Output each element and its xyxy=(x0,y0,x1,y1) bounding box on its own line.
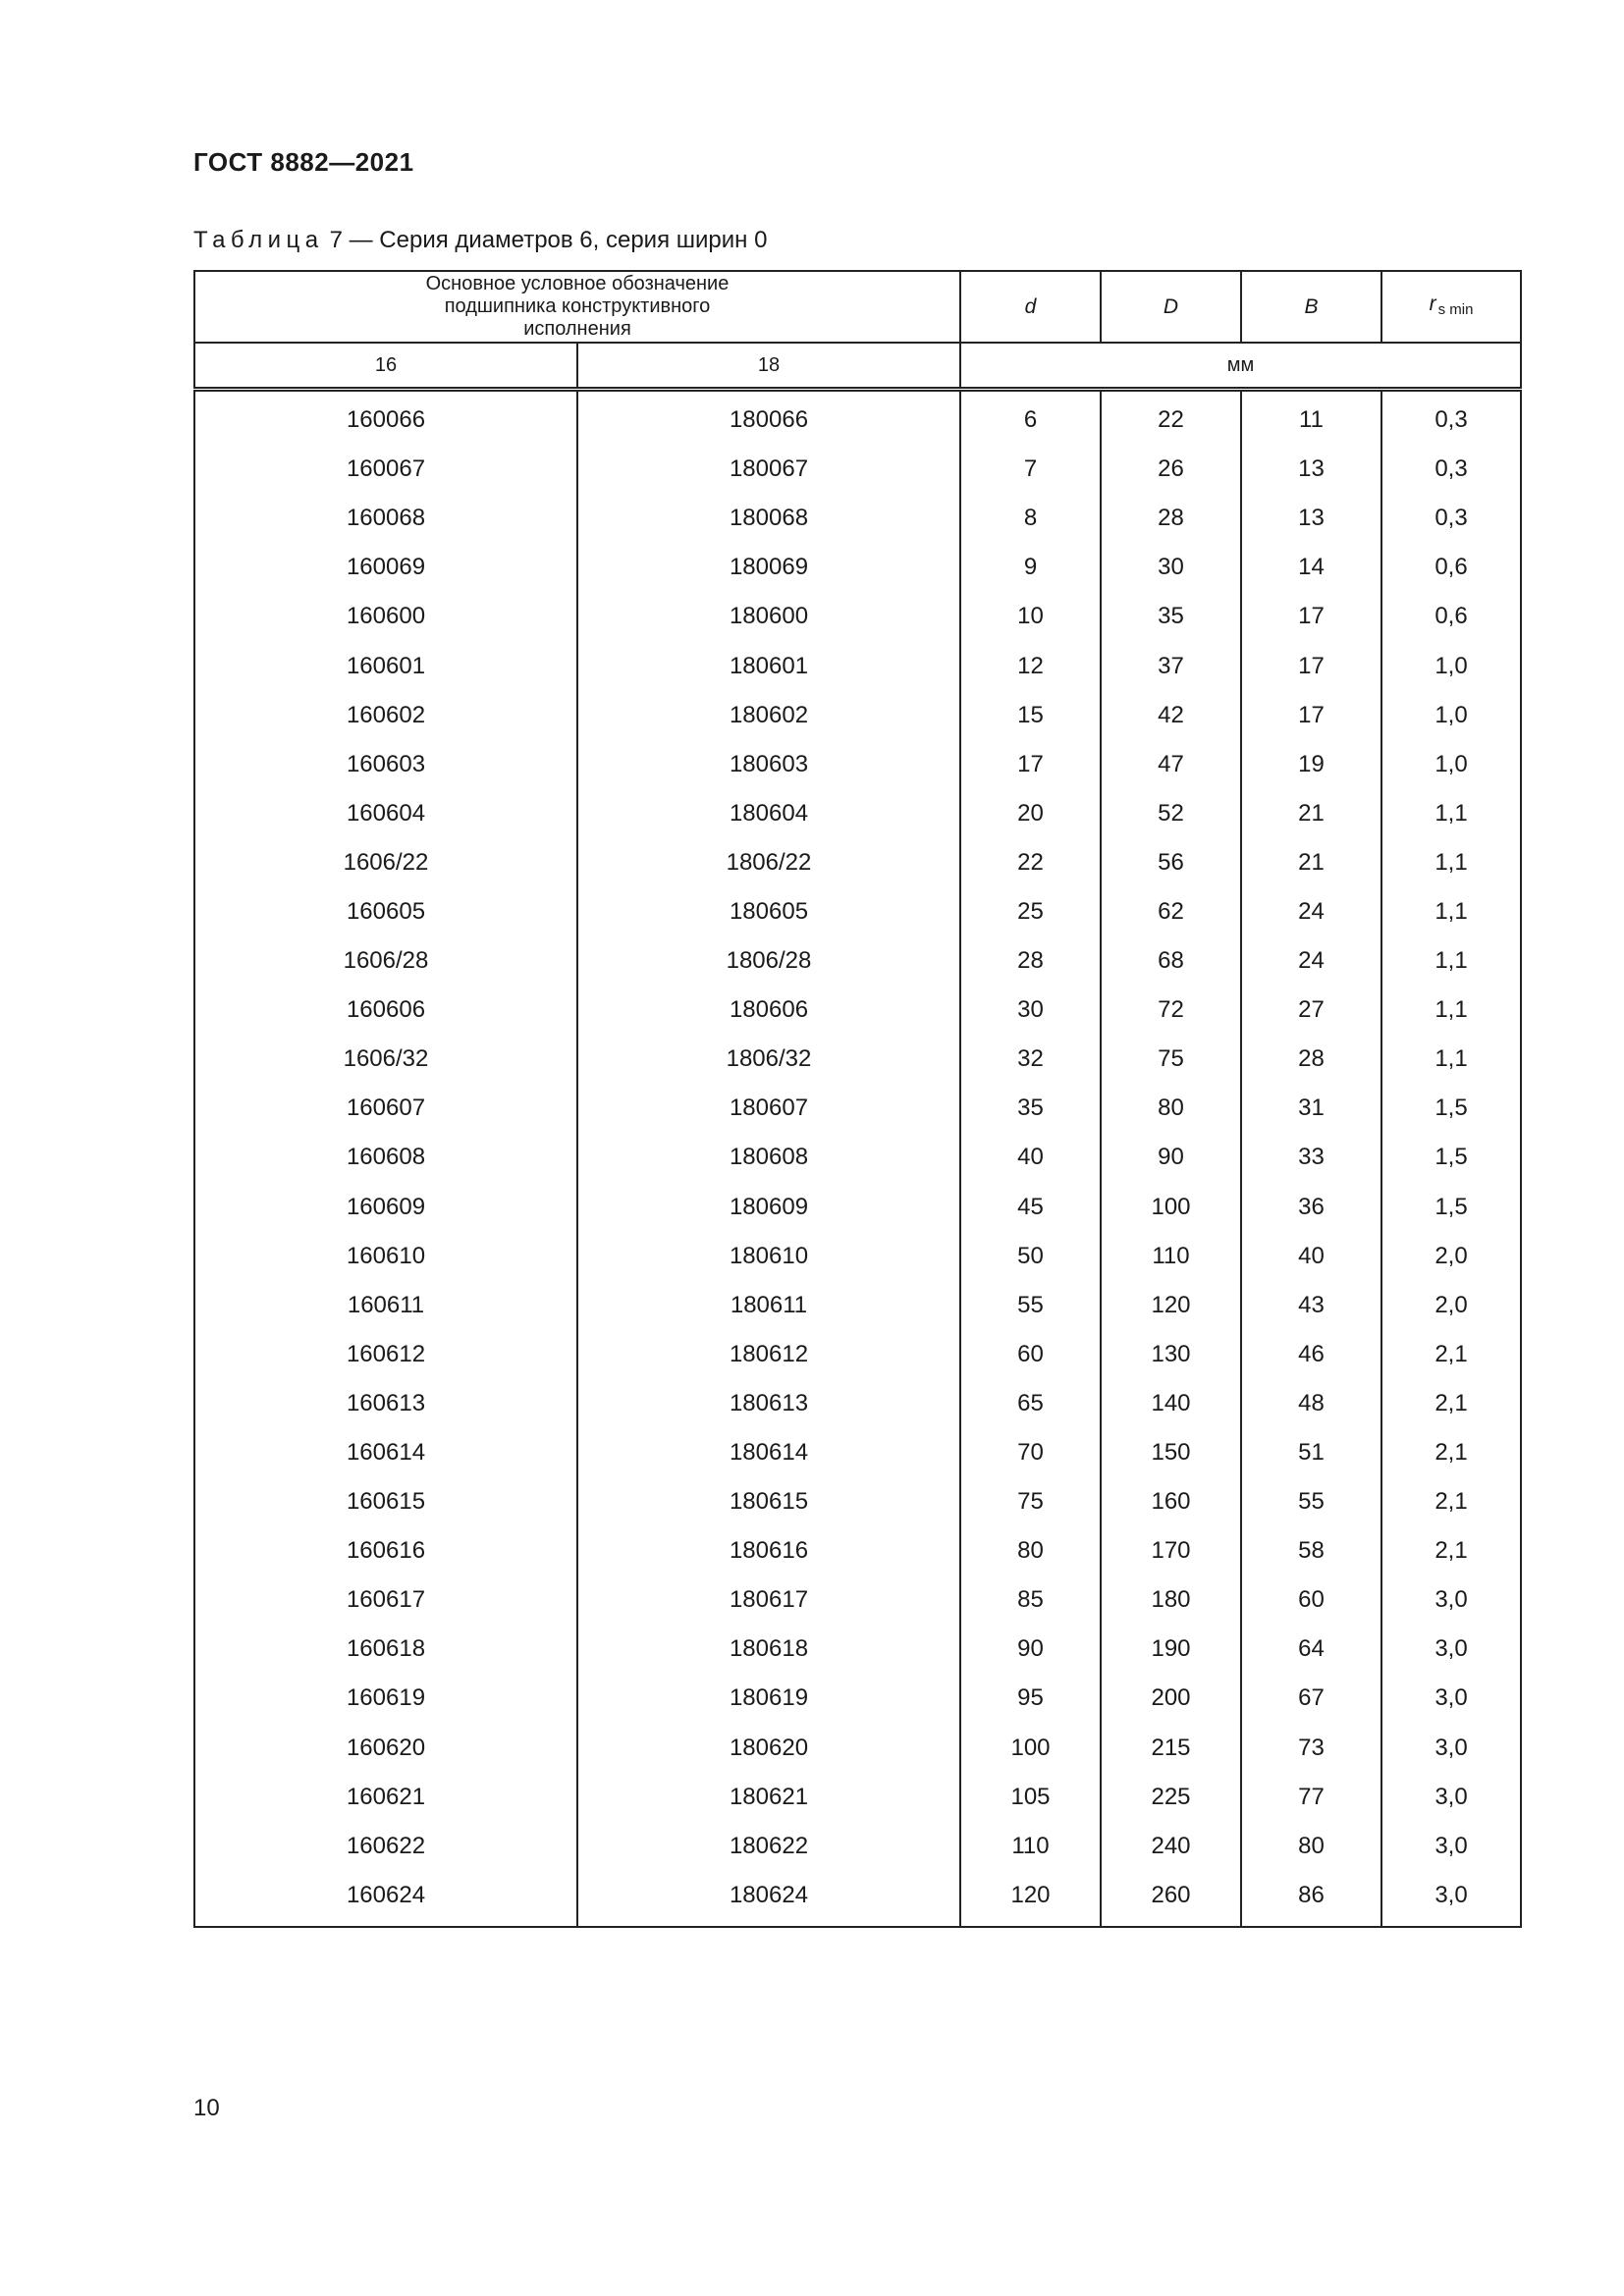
designation-16-cell: 160609 xyxy=(194,1183,577,1232)
B-cell: 11 xyxy=(1241,390,1381,446)
rs-min-cell: 1,1 xyxy=(1381,986,1521,1035)
table-row xyxy=(194,445,1521,494)
D-cell: 42 xyxy=(1101,691,1241,740)
D-cell: 56 xyxy=(1101,838,1241,887)
D-cell: 80 xyxy=(1101,1084,1241,1133)
designation-16-cell: 160616 xyxy=(194,1526,577,1575)
designation-16-cell: 160613 xyxy=(194,1379,577,1428)
designation-18-cell: 180607 xyxy=(577,1084,960,1133)
table-row xyxy=(194,936,1521,986)
table-row xyxy=(194,1281,1521,1330)
D-cell: 22 xyxy=(1101,390,1241,446)
table-caption-label: Таблица xyxy=(193,227,324,253)
B-cell: 14 xyxy=(1241,543,1381,592)
D-cell: 110 xyxy=(1101,1232,1241,1281)
designation-16-cell: 160621 xyxy=(194,1773,577,1822)
designation-18-cell: 180622 xyxy=(577,1822,960,1871)
designation-18-cell: 180609 xyxy=(577,1183,960,1232)
d-cell: 85 xyxy=(960,1575,1101,1625)
d-cell: 22 xyxy=(960,838,1101,887)
designation-16-cell: 160605 xyxy=(194,887,577,936)
designation-16-cell: 160614 xyxy=(194,1428,577,1477)
B-cell: 64 xyxy=(1241,1625,1381,1674)
designation-18-cell: 1806/22 xyxy=(577,838,960,887)
d-cell: 20 xyxy=(960,789,1101,838)
table-row xyxy=(194,641,1521,690)
B-cell: 24 xyxy=(1241,936,1381,986)
table-row xyxy=(194,887,1521,936)
chamfer-symbol: r xyxy=(1429,293,1436,315)
table-row xyxy=(194,1477,1521,1526)
rs-min-cell: 1,5 xyxy=(1381,1183,1521,1232)
B-cell: 80 xyxy=(1241,1822,1381,1871)
rs-min-cell: 3,0 xyxy=(1381,1625,1521,1674)
table-row xyxy=(194,1232,1521,1281)
table-row xyxy=(194,986,1521,1035)
d-cell: 95 xyxy=(960,1674,1101,1723)
designation-18-cell: 180616 xyxy=(577,1526,960,1575)
table-row xyxy=(194,1674,1521,1723)
D-cell: 100 xyxy=(1101,1183,1241,1232)
designation-18-cell: 180066 xyxy=(577,390,960,446)
table-row xyxy=(194,1035,1521,1084)
design-16-header: 16 xyxy=(194,343,577,390)
table-subheader-row xyxy=(194,343,1521,390)
rs-min-cell: 0,3 xyxy=(1381,445,1521,494)
d-cell: 8 xyxy=(960,494,1101,543)
d-cell: 55 xyxy=(960,1281,1101,1330)
designation-18-cell: 180621 xyxy=(577,1773,960,1822)
d-cell: 40 xyxy=(960,1133,1101,1182)
designation-18-cell: 1806/28 xyxy=(577,936,960,986)
rs-min-cell: 3,0 xyxy=(1381,1724,1521,1773)
designation-18-cell: 180610 xyxy=(577,1232,960,1281)
designation-18-cell: 180620 xyxy=(577,1724,960,1773)
designation-18-cell: 180611 xyxy=(577,1281,960,1330)
d-cell: 65 xyxy=(960,1379,1101,1428)
B-cell: 21 xyxy=(1241,789,1381,838)
d-cell: 90 xyxy=(960,1625,1101,1674)
B-cell: 43 xyxy=(1241,1281,1381,1330)
designation-16-cell: 160604 xyxy=(194,789,577,838)
designation-header xyxy=(194,271,960,343)
designation-16-cell: 160067 xyxy=(194,445,577,494)
designation-16-cell: 160069 xyxy=(194,543,577,592)
table-row xyxy=(194,1428,1521,1477)
designation-16-cell: 160617 xyxy=(194,1575,577,1625)
table-row xyxy=(194,390,1521,446)
designation-18-cell: 180617 xyxy=(577,1575,960,1625)
rs-min-cell: 1,1 xyxy=(1381,789,1521,838)
table-row xyxy=(194,740,1521,789)
rs-min-cell: 1,1 xyxy=(1381,936,1521,986)
designation-16-cell: 160601 xyxy=(194,641,577,690)
B-cell: 67 xyxy=(1241,1674,1381,1723)
designation-18-cell: 180600 xyxy=(577,592,960,641)
rs-min-cell: 3,0 xyxy=(1381,1871,1521,1927)
designation-16-cell: 160600 xyxy=(194,592,577,641)
rs-min-cell: 2,1 xyxy=(1381,1428,1521,1477)
D-cell: 190 xyxy=(1101,1625,1241,1674)
designation-18-cell: 180601 xyxy=(577,641,960,690)
D-cell: 37 xyxy=(1101,641,1241,690)
rs-min-cell: 3,0 xyxy=(1381,1575,1521,1625)
rs-min-cell: 3,0 xyxy=(1381,1773,1521,1822)
D-cell: 68 xyxy=(1101,936,1241,986)
table-row xyxy=(194,1133,1521,1182)
d-cell: 6 xyxy=(960,390,1101,446)
D-cell: 120 xyxy=(1101,1281,1241,1330)
designation-18-cell: 180605 xyxy=(577,887,960,936)
table-row xyxy=(194,1625,1521,1674)
table-row xyxy=(194,789,1521,838)
d-cell: 25 xyxy=(960,887,1101,936)
designation-18-cell: 180069 xyxy=(577,543,960,592)
table-row xyxy=(194,691,1521,740)
D-cell: 130 xyxy=(1101,1330,1241,1379)
chamfer-header xyxy=(1381,271,1521,343)
d-cell: 28 xyxy=(960,936,1101,986)
rs-min-cell: 0,3 xyxy=(1381,390,1521,446)
D-cell: 35 xyxy=(1101,592,1241,641)
designation-16-cell: 1606/28 xyxy=(194,936,577,986)
B-cell: 55 xyxy=(1241,1477,1381,1526)
designation-16-cell: 160619 xyxy=(194,1674,577,1723)
B-cell: 17 xyxy=(1241,691,1381,740)
designation-16-cell: 160606 xyxy=(194,986,577,1035)
D-cell: 260 xyxy=(1101,1871,1241,1927)
d-cell: 32 xyxy=(960,1035,1101,1084)
table-caption-text: 7 — Серия диаметров 6, серия ширин 0 xyxy=(329,227,768,253)
d-cell: 75 xyxy=(960,1477,1101,1526)
rs-min-cell: 1,0 xyxy=(1381,740,1521,789)
B-cell: 13 xyxy=(1241,494,1381,543)
document-header: ГОСТ 8882—2021 xyxy=(193,147,414,177)
d-cell: 30 xyxy=(960,986,1101,1035)
rs-min-cell: 0,3 xyxy=(1381,494,1521,543)
B-cell: 19 xyxy=(1241,740,1381,789)
d-cell: 35 xyxy=(960,1084,1101,1133)
D-cell: 26 xyxy=(1101,445,1241,494)
designation-18-cell: 180603 xyxy=(577,740,960,789)
D-cell: 215 xyxy=(1101,1724,1241,1773)
designation-18-cell: 180618 xyxy=(577,1625,960,1674)
B-cell: 51 xyxy=(1241,1428,1381,1477)
rs-min-cell: 0,6 xyxy=(1381,592,1521,641)
designation-16-cell: 160611 xyxy=(194,1281,577,1330)
rs-min-cell: 1,0 xyxy=(1381,641,1521,690)
D-cell: 62 xyxy=(1101,887,1241,936)
designation-18-cell: 180067 xyxy=(577,445,960,494)
D-cell: 180 xyxy=(1101,1575,1241,1625)
outer-diameter-header: D xyxy=(1101,271,1241,343)
B-cell: 28 xyxy=(1241,1035,1381,1084)
B-cell: 36 xyxy=(1241,1183,1381,1232)
D-cell: 170 xyxy=(1101,1526,1241,1575)
rs-min-cell: 1,1 xyxy=(1381,1035,1521,1084)
width-header: B xyxy=(1241,271,1381,343)
d-cell: 50 xyxy=(960,1232,1101,1281)
B-cell: 77 xyxy=(1241,1773,1381,1822)
B-cell: 33 xyxy=(1241,1133,1381,1182)
rs-min-cell: 3,0 xyxy=(1381,1674,1521,1723)
rs-min-cell: 2,1 xyxy=(1381,1379,1521,1428)
designation-18-cell: 180613 xyxy=(577,1379,960,1428)
d-cell: 10 xyxy=(960,592,1101,641)
rs-min-cell: 0,6 xyxy=(1381,543,1521,592)
D-cell: 240 xyxy=(1101,1822,1241,1871)
D-cell: 30 xyxy=(1101,543,1241,592)
B-cell: 40 xyxy=(1241,1232,1381,1281)
designation-18-cell: 180602 xyxy=(577,691,960,740)
B-cell: 13 xyxy=(1241,445,1381,494)
B-cell: 73 xyxy=(1241,1724,1381,1773)
table-row xyxy=(194,1773,1521,1822)
table-row xyxy=(194,1822,1521,1871)
d-cell: 80 xyxy=(960,1526,1101,1575)
d-cell: 110 xyxy=(960,1822,1101,1871)
designation-18-cell: 180612 xyxy=(577,1330,960,1379)
table-header-row xyxy=(194,271,1521,343)
rs-min-cell: 1,1 xyxy=(1381,838,1521,887)
D-cell: 47 xyxy=(1101,740,1241,789)
d-cell: 60 xyxy=(960,1330,1101,1379)
table-row xyxy=(194,1379,1521,1428)
D-cell: 200 xyxy=(1101,1674,1241,1723)
B-cell: 86 xyxy=(1241,1871,1381,1927)
designation-18-cell: 180606 xyxy=(577,986,960,1035)
d-cell: 70 xyxy=(960,1428,1101,1477)
table-row xyxy=(194,1526,1521,1575)
design-18-header: 18 xyxy=(577,343,960,390)
d-cell: 7 xyxy=(960,445,1101,494)
D-cell: 72 xyxy=(1101,986,1241,1035)
D-cell: 150 xyxy=(1101,1428,1241,1477)
inner-diameter-header: d xyxy=(960,271,1101,343)
table-row xyxy=(194,1724,1521,1773)
B-cell: 31 xyxy=(1241,1084,1381,1133)
designation-16-cell: 160615 xyxy=(194,1477,577,1526)
unit-header: мм xyxy=(960,343,1521,390)
rs-min-cell: 1,5 xyxy=(1381,1084,1521,1133)
D-cell: 90 xyxy=(1101,1133,1241,1182)
rs-min-cell: 1,5 xyxy=(1381,1133,1521,1182)
table-row xyxy=(194,838,1521,887)
designation-18-cell: 180068 xyxy=(577,494,960,543)
bearing-dimensions-table xyxy=(193,270,1522,1928)
D-cell: 225 xyxy=(1101,1773,1241,1822)
B-cell: 48 xyxy=(1241,1379,1381,1428)
d-cell: 105 xyxy=(960,1773,1101,1822)
rs-min-cell: 2,0 xyxy=(1381,1281,1521,1330)
rs-min-cell: 2,1 xyxy=(1381,1330,1521,1379)
d-cell: 120 xyxy=(960,1871,1101,1927)
B-cell: 17 xyxy=(1241,641,1381,690)
designation-16-cell: 160602 xyxy=(194,691,577,740)
designation-18-cell: 180619 xyxy=(577,1674,960,1723)
designation-18-cell: 180608 xyxy=(577,1133,960,1182)
D-cell: 52 xyxy=(1101,789,1241,838)
designation-16-cell: 160608 xyxy=(194,1133,577,1182)
table-row xyxy=(194,1871,1521,1927)
rs-min-cell: 1,1 xyxy=(1381,887,1521,936)
d-cell: 17 xyxy=(960,740,1101,789)
d-cell: 100 xyxy=(960,1724,1101,1773)
d-cell: 45 xyxy=(960,1183,1101,1232)
table-row xyxy=(194,494,1521,543)
designation-18-cell: 180615 xyxy=(577,1477,960,1526)
rs-min-cell: 2,1 xyxy=(1381,1477,1521,1526)
designation-16-cell: 1606/22 xyxy=(194,838,577,887)
B-cell: 46 xyxy=(1241,1330,1381,1379)
table-row xyxy=(194,1330,1521,1379)
chamfer-subscript: s min xyxy=(1437,301,1474,318)
designation-18-cell: 180604 xyxy=(577,789,960,838)
B-cell: 21 xyxy=(1241,838,1381,887)
page-number: 10 xyxy=(193,2095,220,2121)
B-cell: 24 xyxy=(1241,887,1381,936)
designation-header-text: Основное условное обозначение подшипника конструктивного исполнения xyxy=(425,273,730,340)
table-row xyxy=(194,1575,1521,1625)
designation-16-cell: 160624 xyxy=(194,1871,577,1927)
D-cell: 75 xyxy=(1101,1035,1241,1084)
rs-min-cell: 2,0 xyxy=(1381,1232,1521,1281)
designation-16-cell: 160068 xyxy=(194,494,577,543)
table-row xyxy=(194,592,1521,641)
B-cell: 58 xyxy=(1241,1526,1381,1575)
B-cell: 27 xyxy=(1241,986,1381,1035)
rs-min-cell: 1,0 xyxy=(1381,691,1521,740)
designation-16-cell: 160603 xyxy=(194,740,577,789)
designation-18-cell: 1806/32 xyxy=(577,1035,960,1084)
rs-min-cell: 2,1 xyxy=(1381,1526,1521,1575)
table-body xyxy=(194,390,1521,1927)
designation-18-cell: 180624 xyxy=(577,1871,960,1927)
designation-16-cell: 160607 xyxy=(194,1084,577,1133)
D-cell: 28 xyxy=(1101,494,1241,543)
d-cell: 15 xyxy=(960,691,1101,740)
rs-min-cell: 3,0 xyxy=(1381,1822,1521,1871)
table-row xyxy=(194,1183,1521,1232)
designation-16-cell: 160612 xyxy=(194,1330,577,1379)
B-cell: 17 xyxy=(1241,592,1381,641)
designation-16-cell: 160622 xyxy=(194,1822,577,1871)
table-row xyxy=(194,543,1521,592)
designation-16-cell: 1606/32 xyxy=(194,1035,577,1084)
designation-16-cell: 160610 xyxy=(194,1232,577,1281)
D-cell: 140 xyxy=(1101,1379,1241,1428)
d-cell: 9 xyxy=(960,543,1101,592)
D-cell: 160 xyxy=(1101,1477,1241,1526)
table-row xyxy=(194,1084,1521,1133)
designation-16-cell: 160066 xyxy=(194,390,577,446)
designation-16-cell: 160620 xyxy=(194,1724,577,1773)
table-caption xyxy=(193,227,767,254)
d-cell: 12 xyxy=(960,641,1101,690)
designation-16-cell: 160618 xyxy=(194,1625,577,1674)
designation-18-cell: 180614 xyxy=(577,1428,960,1477)
B-cell: 60 xyxy=(1241,1575,1381,1625)
